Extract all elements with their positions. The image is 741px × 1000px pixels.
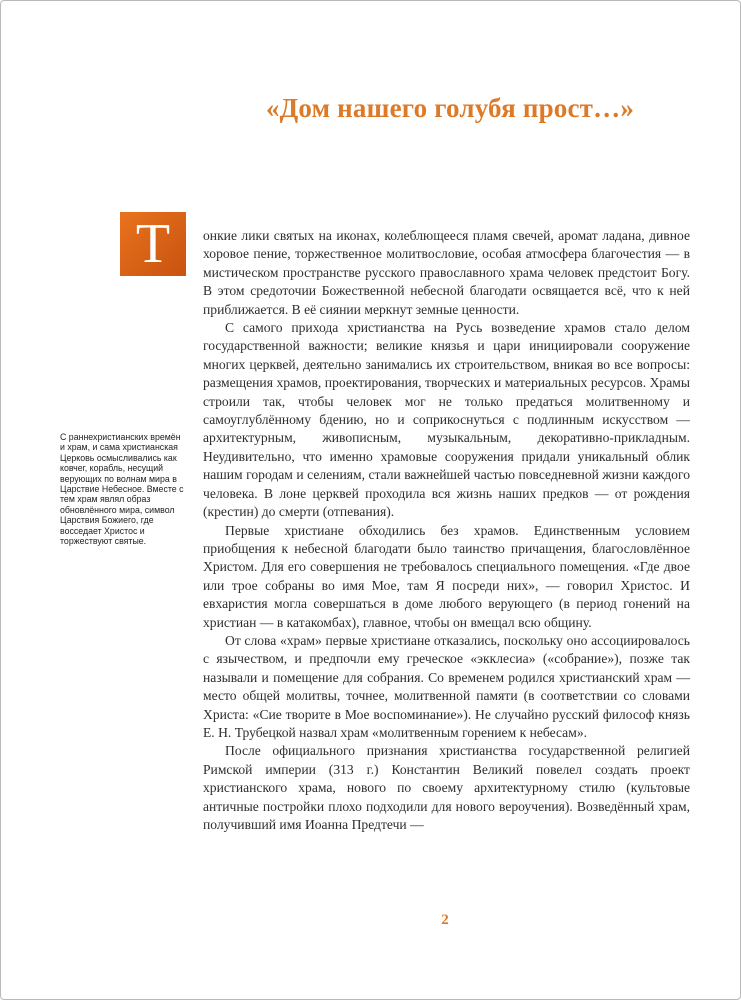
paragraph-2: С самого прихода христианства на Русь возведение храмов стало делом государственной важности; великие князья и цари инициировали сооружение многих церквей, деятельно занимались их строительством, вникая во все вопросы: размещения храмов, проектирования, творческих и материальных ресурсов. Храмы строили так, чтобы человек мог не только предаться молитвенному и самоуглублённому бдению, но и соприкоснуться с подлинным искусством — архитектурным, живописным, музыкальным, декоративно-прикладным. Неудивительно, что именно храмовые сооружения придали уникальный облик нашим городам и селениям, стали важнейшей частью повседневной жизни каждого человека. В лоне церквей проходила вся жизнь наших предков — от рождения (крестин) до смерти (отпевания). — [203, 320, 690, 520]
paragraph-1: онкие лики святых на иконах, колеблющееся пламя свечей, аромат ладана, дивное хоровое пение, торжественное молитвословие, особая атмосфера благочестия — в мистическом пространстве русского православного храма человек предстоит Богу. В этом средоточии Божественной небесной благодати освящается всё, что к ней приближается. В её сиянии меркнут земные ценности. — [203, 228, 690, 317]
paragraph-5: После официального признания христианства государственной религией Римской империи (313 г.) Константин Великий повелел создать проект христианского храма, нового по своему архитектурному стилю (культовые античные постройки плохо подходили для нового вероучения). Возведённый храм, получивший имя Иоанна Предтечи — — [203, 743, 690, 832]
body-text — [203, 227, 690, 834]
paragraph-4: От слова «храм» первые христиане отказались, поскольку оно ассоциировалось с язычеством, и предпочли ему греческое «экклесиа» («собрание»), позже так называли и помещение для собрания. Со временем родился христианский храм — место общей молитвы, точнее, молитвенной памяти (в соответствии со словами Христа: «Сие творите в Мое воспоминание»). Не случайно русский философ князь Е. Н. Трубецкой назвал храм «молитвенным горением к небесам». — [203, 632, 690, 740]
sidebar-caption: С раннехристианских времён и храм, и сама христианская Церковь осмысливались как ковчег, корабль, несущий верующих по волнам мира в Царствие Небесное. Вместе с тем храм являл образ обновлённого мира, символ Царствия Божиего, где восседает Христос и торжествуют святые. — [60, 432, 184, 547]
paragraph-3: Первые христиане обходились без храмов. Единственным условием приобщения к небесной благодати было таинство причащения, благословлённое Христом. Для его совершения не требовалось специального помещения. «Где двое или трое собраны во имя Мое, там Я посреди них», — говорил Христос. И евхаристия могла совершаться в доме любого верующего (в период гонений на христиан — в катакомбах), главное, чтобы он вмещал всю общину. — [203, 522, 690, 630]
page-number: 2 — [441, 912, 449, 928]
chapter-title: «Дом нашего голубя прост…» — [265, 93, 635, 123]
drop-cap: Т — [120, 212, 186, 276]
